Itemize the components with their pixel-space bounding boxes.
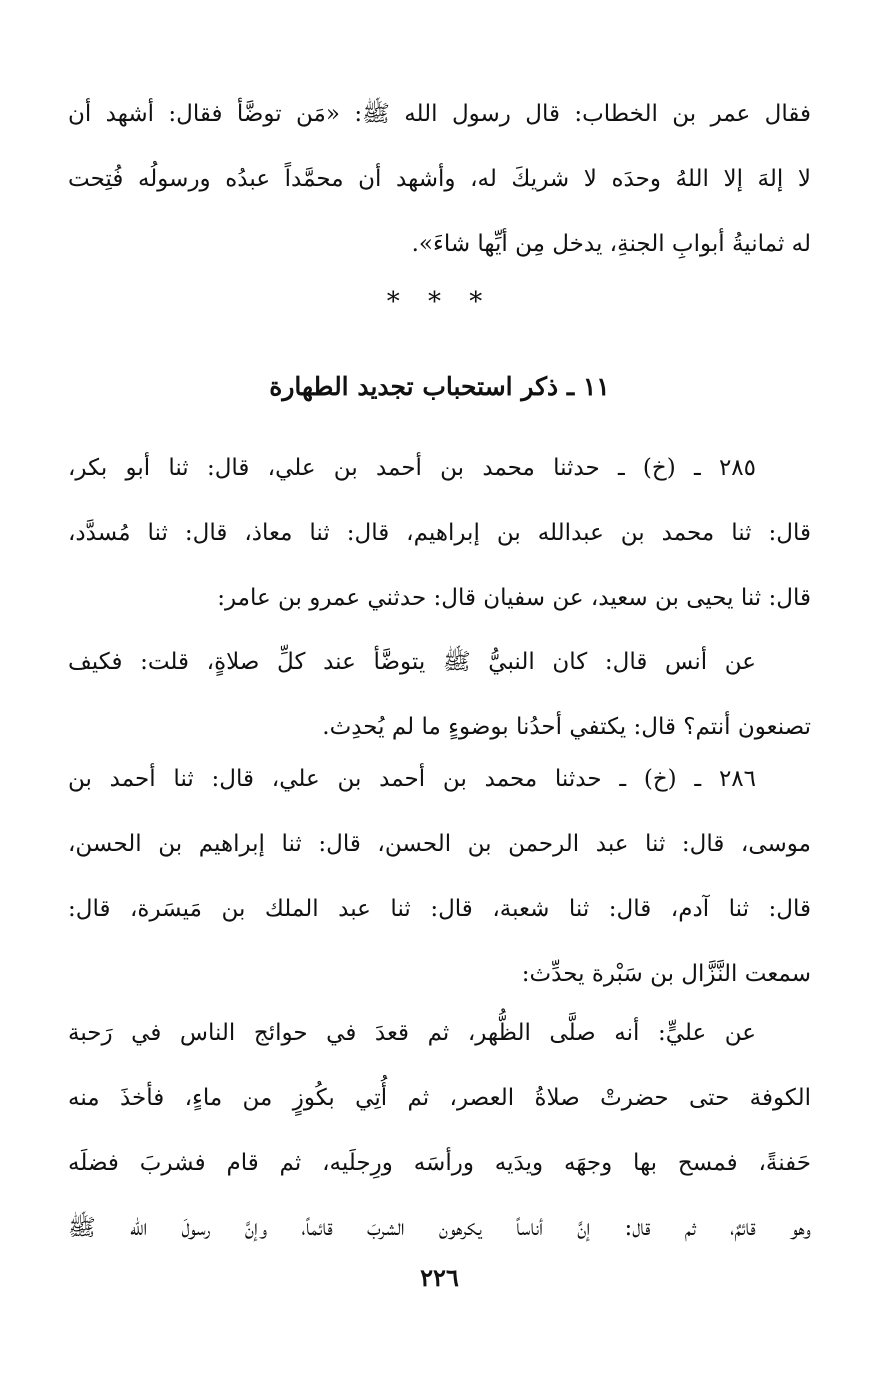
text-line: وهو قائمٌ، ثم قال: إنَّ أناساً يكرهون الشربَ قائماً، وإنَّ رسولَ الله ﷺ: [68, 1215, 811, 1241]
text-line: تصنعون أنتم؟ قال: يكتفي أحدُنا بوضوءٍ ما لم يُحدِث.: [322, 714, 811, 740]
hadith-285-matn: [68, 630, 811, 760]
text-line: قال: ثنا يحيى بن سعيد، عن سفيان قال: حدثني عمرو بن عامر:: [217, 585, 811, 611]
text-line: الكوفة حتى حضرتْ صلاةُ العصر، ثم أُتِي بكُوزٍ من ماءٍ، فأخذَ منه: [68, 1085, 811, 1111]
text-line: سمعت النَّزَّال بن سَبْرة يحدِّث:: [521, 961, 811, 987]
text-line: عن أنس قال: كان النبيُّ ﷺ يتوضَّأ عند كلِّ صلاةٍ، قلت: فكيف: [68, 649, 756, 675]
text-line: فقال عمر بن الخطاب: قال رسول الله ﷺ: «مَن توضَّأ فقال: أشهد أن: [68, 101, 811, 127]
hadith-286-matn: [68, 1001, 811, 1261]
text-line: قال: ثنا آدم، قال: ثنا شعبة، قال: ثنا عبد الملك بن مَيسَرة، قال:: [68, 896, 811, 922]
text-line: لا إلهَ إلا اللهُ وحدَه لا شريكَ له، وأشهد أن محمَّداً عبدُه ورسولُه فُتِحت: [68, 166, 811, 192]
text-line: موسى، قال: ثنا عبد الرحمن بن الحسن، قال: ثنا إبراهيم بن الحسن،: [68, 831, 811, 857]
text-line: حَفنةً، فمسح بها وجهَه ويدَيه ورأسَه ورِجلَيه، ثم قام فشربَ فضلَه: [68, 1150, 811, 1176]
text-line: له ثمانيةُ أبوابِ الجنةِ، يدخل مِن أيِّها شاءَ».: [411, 231, 811, 257]
hadith-285-isnad: [68, 436, 811, 631]
hadith-286-isnad: [68, 747, 811, 1007]
text-line: ٢٨٦ ـ (خ) ـ حدثنا محمد بن أحمد بن علي، قال: ثنا أحمد بن: [68, 766, 756, 792]
opening-paragraph: [68, 82, 811, 277]
text-line: ٢٨٥ ـ (خ) ـ حدثنا محمد بن أحمد بن علي، قال: ثنا أبو بكر،: [68, 455, 756, 481]
chapter-heading: ١١ ـ ذكر استحباب تجديد الطهارة: [269, 372, 610, 401]
page-number: ٢٢٦: [420, 1263, 459, 1292]
text-line: قال: ثنا محمد بن عبدالله بن إبراهيم، قال: ثنا معاذ، قال: ثنا مُسدَّد،: [68, 520, 811, 546]
section-separator: * * *: [386, 287, 493, 317]
text-line: عن عليٍّ: أنه صلَّى الظُّهر، ثم قعدَ في حوائج الناس في رَحبة: [68, 1020, 756, 1046]
